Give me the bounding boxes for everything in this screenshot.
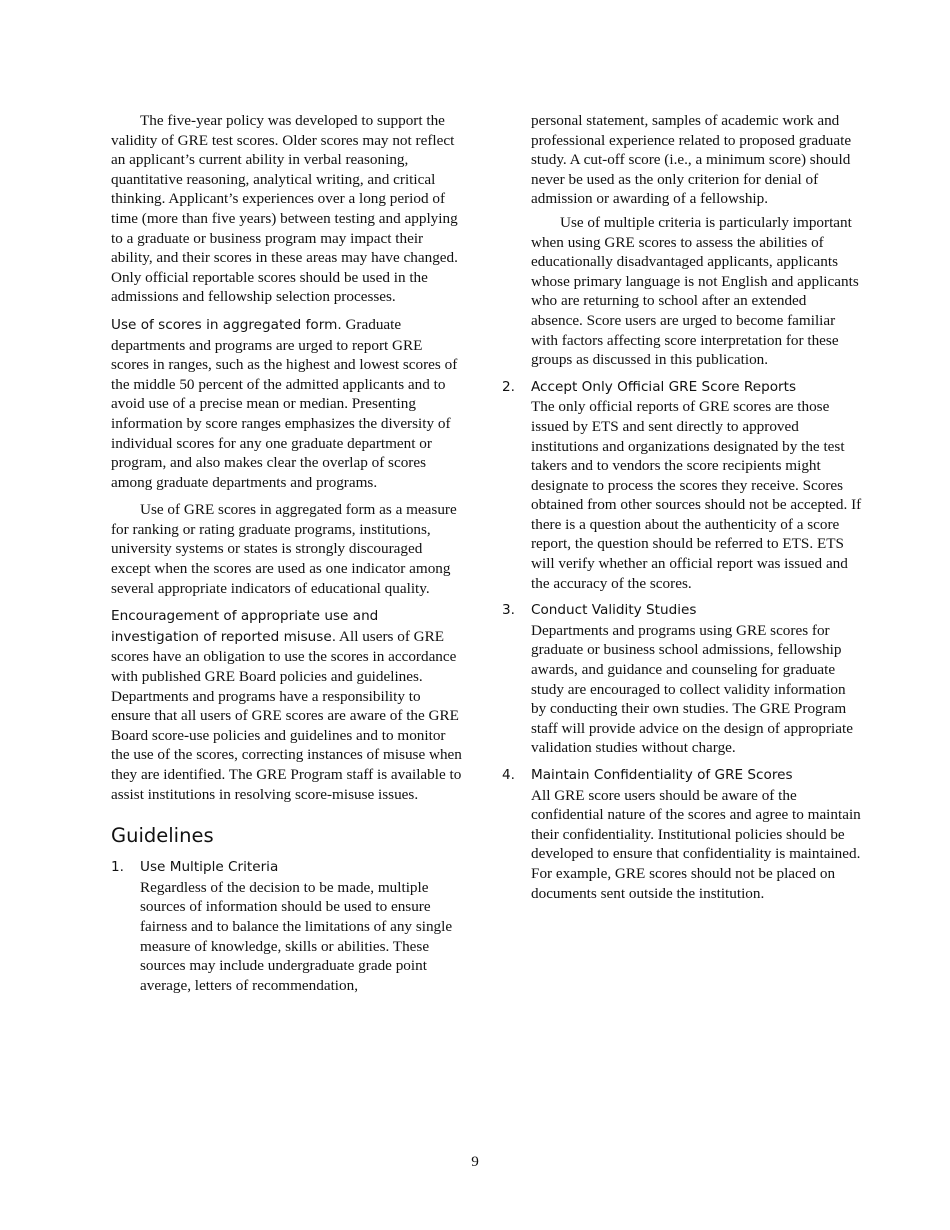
guideline-2-number: 2. (502, 378, 515, 395)
encouragement-heading: Encouragement of appropriate use and investigation of reported misuse. (111, 608, 379, 645)
aggregated-ranking-paragraph: Use of GRE scores in aggregated form as a measure for ranking or rating graduate programs, institutions, university systems or states is strongly discouraged except when the scores are used as one indicator among several appropriate indicators of educational quality. (111, 501, 457, 597)
right-column (502, 111, 862, 903)
encouragement-paragraph (111, 606, 463, 804)
guideline-item-4 (502, 766, 862, 903)
guideline-2-body: The only official reports of GRE scores are those issued by ETS and sent directly to approved institutions and organizations designated by the test takers and to vendors the score recipients might designate to process the scores they receive. Scores obtained from other sources should not be accepted. If there is a question about the authenticity of a score report, the question should be referred to ETS. ETS will verify whether an official report was issued and the accuracy of the scores. (531, 398, 862, 592)
guideline-1-continued-text: personal statement, samples of academic work and professional experience related to proposed graduate study. A cut-off score (i.e., a minimum score) should never be used as the only criterion for denial of admission or awarding of a fellowship. (531, 112, 852, 208)
guideline-4-title: Maintain Confidentiality of GRE Scores (531, 767, 793, 783)
guideline-item-2 (502, 378, 862, 594)
aggregated-form-paragraph (111, 315, 463, 492)
guideline-3-body: Departments and programs using GRE scores for graduate or business school admissions, fellowship awards, and guidance and counseling for graduate study are encouraged to collect validity information by conducting their own studies. The GRE Program staff will provide advice on the design of appropriate validation studies without charge. (531, 621, 853, 757)
guideline-3-number: 3. (502, 602, 515, 619)
page-number: 9 (471, 1153, 479, 1170)
encouragement-body: All users of GRE scores have an obligation to use the scores in accordance with published GRE Board policies and guidelines. Departments and programs have a responsibility to ensure that all users of GRE scores are aware of the GRE Board score-use policies and guidelines and to monitor the use of the scores, correcting instances of misuse when they are identified. The GRE Program staff is available to assist institutions in resolving score-misuse issues. (111, 627, 462, 803)
guideline-item-3 (502, 601, 862, 758)
guideline-1-number: 1. (111, 859, 124, 876)
guideline-2-title: Accept Only Official GRE Score Reports (531, 378, 797, 395)
guideline-1-continued (502, 111, 862, 370)
guideline-4-number: 4. (502, 767, 515, 783)
guidelines-heading: Guidelines (111, 824, 214, 848)
five-year-policy-paragraph: The five-year policy was developed to support the validity of GRE test scores. Older scores may not reflect an applicant’s current ability in verbal reasoning, quantitative reasoning, analytical writing, and critical thinking. Applicant’s experiences over a long period of time (more than five years) between testing and applying to a graduate or business program may impact their ability, and their scores in these areas may have changed. Only official reportable scores should be used in the admissions and fellowship selection processes. (111, 112, 458, 306)
guideline-4-body: All GRE score users should be aware of the confidential nature of the scores and agree to maintain their confidentiality. Institutional policies should be developed to ensure that confidentiality is maintained. For example, GRE scores should not be placed on documents sent outside the institution. (531, 786, 861, 902)
guideline-item-1 (111, 858, 463, 995)
guideline-1-body: Regardless of the decision to be made, multiple sources of information should be used to ensure fairness and to balance the limitations of any single measure of knowledge, skills or abilities. These sources may include undergraduate grade point average, letters of recommendation, (140, 878, 453, 994)
guideline-3-title: Conduct Validity Studies (531, 602, 697, 619)
aggregated-form-body: Graduate departments and programs are urged to report GRE scores in ranges, such as the highest and lowest scores of the middle 50 percent of the admitted applicants and to avoid use of a precise mean or median. Presenting information by score ranges emphasizes the diversity of individual scores for any one graduate department or program, and also makes clear the overlap of scores among graduate departments and programs. (111, 315, 458, 491)
left-column (111, 111, 463, 995)
guideline-1-title: Use Multiple Criteria (140, 859, 279, 876)
aggregated-form-heading: Use of scores in aggregated form. (111, 316, 342, 333)
guideline-1-second-paragraph: Use of multiple criteria is particularly important when using GRE scores to assess the abilities of educationally disadvantaged applicants, applicants whose primary language is not English and applicants who are returning to school after an extended absence. Score users are urged to become familiar with factors affecting score interpretation for these groups as discussed in this publication. (531, 213, 859, 369)
